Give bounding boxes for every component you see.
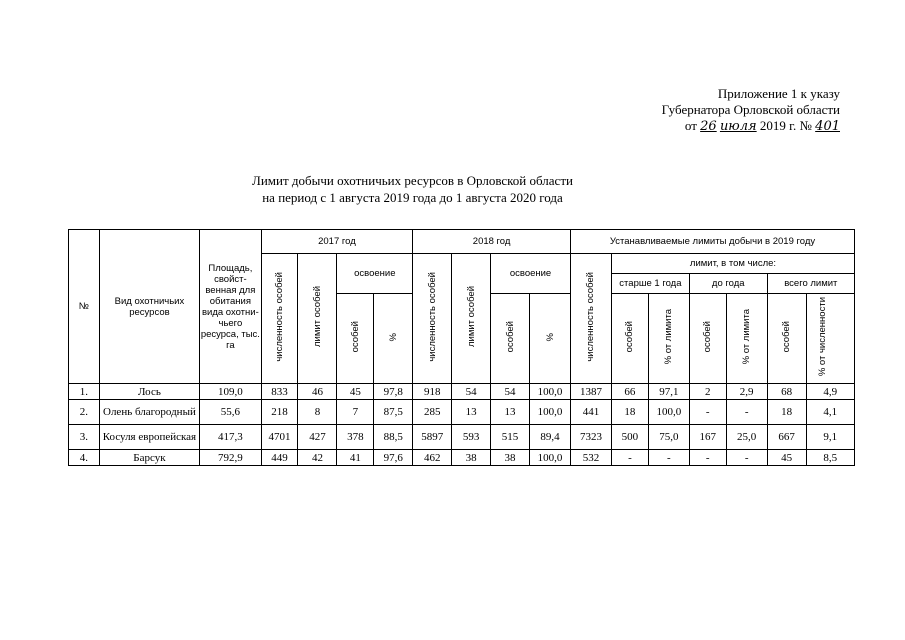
cell-o17: 41 xyxy=(337,450,374,466)
header-usage-2018: освоение xyxy=(491,254,571,294)
cell-species: Лось xyxy=(99,384,199,400)
cell-p18: 285 xyxy=(413,400,452,425)
decree-number: 401 xyxy=(815,119,840,134)
cell-t_pct: 4,9 xyxy=(806,384,854,400)
cell-l18: 54 xyxy=(452,384,491,400)
header-limit-2018: лимит особей xyxy=(452,254,491,384)
cell-num: 1. xyxy=(69,384,100,400)
cell-p19: 1387 xyxy=(571,384,612,400)
cell-a_cnt: - xyxy=(611,450,648,466)
cell-pc17: 88,5 xyxy=(374,425,413,450)
cell-pc17: 97,8 xyxy=(374,384,413,400)
cell-t_cnt: 45 xyxy=(767,450,806,466)
header-2017: 2017 год xyxy=(261,230,413,254)
cell-a_cnt: 18 xyxy=(611,400,648,425)
header-population-2018: численность особей xyxy=(413,254,452,384)
header-over-1-year: старше 1 года xyxy=(611,274,689,294)
header-population-2019: численность особей xyxy=(571,254,612,384)
hunting-limits-table xyxy=(68,229,855,466)
cell-p18: 462 xyxy=(413,450,452,466)
appendix-date-line xyxy=(600,118,840,135)
cell-l18: 593 xyxy=(452,425,491,450)
appendix-line-2: Губернатора Орловской области xyxy=(661,102,840,117)
header-over1-specimens: особей xyxy=(611,294,648,384)
cell-l17: 8 xyxy=(298,400,337,425)
cell-o18: 38 xyxy=(491,450,530,466)
header-population-2017: численность особей xyxy=(261,254,298,384)
document-title xyxy=(0,172,905,206)
cell-y_pct: 25,0 xyxy=(726,425,767,450)
cell-o17: 7 xyxy=(337,400,374,425)
cell-species: Косуля европейская xyxy=(99,425,199,450)
header-specimens-2018: особей xyxy=(491,294,530,384)
cell-y_cnt: 167 xyxy=(689,425,726,450)
header-under-1-year: до года xyxy=(689,274,767,294)
table-row xyxy=(69,450,855,466)
cell-area: 55,6 xyxy=(200,400,261,425)
date-year: 2019 г. № xyxy=(759,118,812,133)
cell-p18: 5897 xyxy=(413,425,452,450)
cell-y_cnt: - xyxy=(689,400,726,425)
table-body xyxy=(69,384,855,466)
cell-num: 4. xyxy=(69,450,100,466)
cell-t_cnt: 667 xyxy=(767,425,806,450)
cell-l18: 13 xyxy=(452,400,491,425)
header-total-limit: всего лимит xyxy=(767,274,854,294)
cell-p19: 441 xyxy=(571,400,612,425)
cell-l17: 46 xyxy=(298,384,337,400)
cell-t_pct: 9,1 xyxy=(806,425,854,450)
cell-a_pct: 97,1 xyxy=(648,384,689,400)
cell-p17: 4701 xyxy=(261,425,298,450)
header-total-specimens: особей xyxy=(767,294,806,384)
header-total-pct: % от численности xyxy=(806,294,854,384)
cell-num: 2. xyxy=(69,400,100,425)
cell-y_cnt: - xyxy=(689,450,726,466)
cell-t_pct: 4,1 xyxy=(806,400,854,425)
header-specimens-2017: особей xyxy=(337,294,374,384)
appendix-line-1: Приложение 1 к указу xyxy=(717,86,840,101)
cell-p18: 918 xyxy=(413,384,452,400)
cell-o18: 13 xyxy=(491,400,530,425)
cell-l17: 42 xyxy=(298,450,337,466)
header-limit-2017: лимит особей xyxy=(298,254,337,384)
cell-t_cnt: 18 xyxy=(767,400,806,425)
cell-l17: 427 xyxy=(298,425,337,450)
date-month: июля xyxy=(719,119,757,134)
header-usage-2017: освоение xyxy=(337,254,413,294)
cell-y_pct: - xyxy=(726,450,767,466)
date-prefix: от xyxy=(684,118,697,133)
cell-l18: 38 xyxy=(452,450,491,466)
table-row xyxy=(69,425,855,450)
header-species: Вид охотничьих ресурсов xyxy=(99,230,199,384)
cell-species: Барсук xyxy=(99,450,199,466)
cell-y_cnt: 2 xyxy=(689,384,726,400)
cell-p17: 833 xyxy=(261,384,298,400)
cell-species: Олень благородный xyxy=(99,400,199,425)
header-num: № xyxy=(69,230,100,384)
appendix-block xyxy=(600,86,840,135)
cell-area: 792,9 xyxy=(200,450,261,466)
cell-pc17: 97,6 xyxy=(374,450,413,466)
header-percent-2018: % xyxy=(530,294,571,384)
cell-p17: 218 xyxy=(261,400,298,425)
title-line-2: на период с 1 августа 2019 года до 1 августа 2020 года xyxy=(262,190,563,205)
cell-o18: 515 xyxy=(491,425,530,450)
header-2018: 2018 год xyxy=(413,230,571,254)
cell-a_pct: - xyxy=(648,450,689,466)
cell-p19: 532 xyxy=(571,450,612,466)
cell-p19: 7323 xyxy=(571,425,612,450)
header-over1-pct: % от лимита xyxy=(648,294,689,384)
cell-y_pct: - xyxy=(726,400,767,425)
table-row xyxy=(69,400,855,425)
cell-area: 109,0 xyxy=(200,384,261,400)
header-including: лимит, в том числе: xyxy=(611,254,854,274)
date-day: 26 xyxy=(700,119,717,134)
cell-num: 3. xyxy=(69,425,100,450)
header-under1-specimens: особей xyxy=(689,294,726,384)
cell-pc17: 87,5 xyxy=(374,400,413,425)
cell-o17: 378 xyxy=(337,425,374,450)
cell-area: 417,3 xyxy=(200,425,261,450)
cell-t_cnt: 68 xyxy=(767,384,806,400)
header-area: Площадь, свойст-венная для обитания вида охотни-чьего ресурса, тыс. га xyxy=(200,230,261,384)
cell-pc18: 100,0 xyxy=(530,400,571,425)
cell-a_pct: 75,0 xyxy=(648,425,689,450)
cell-pc18: 100,0 xyxy=(530,384,571,400)
cell-t_pct: 8,5 xyxy=(806,450,854,466)
cell-o18: 54 xyxy=(491,384,530,400)
cell-a_cnt: 500 xyxy=(611,425,648,450)
cell-y_pct: 2,9 xyxy=(726,384,767,400)
cell-pc18: 100,0 xyxy=(530,450,571,466)
cell-p17: 449 xyxy=(261,450,298,466)
header-limits-2019: Устанавливаемые лимиты добычи в 2019 году xyxy=(571,230,855,254)
cell-a_pct: 100,0 xyxy=(648,400,689,425)
title-line-1: Лимит добычи охотничьих ресурсов в Орловской области xyxy=(252,173,573,188)
cell-pc18: 89,4 xyxy=(530,425,571,450)
cell-o17: 45 xyxy=(337,384,374,400)
header-under1-pct: % от лимита xyxy=(726,294,767,384)
header-percent-2017: % xyxy=(374,294,413,384)
table-row xyxy=(69,384,855,400)
cell-a_cnt: 66 xyxy=(611,384,648,400)
